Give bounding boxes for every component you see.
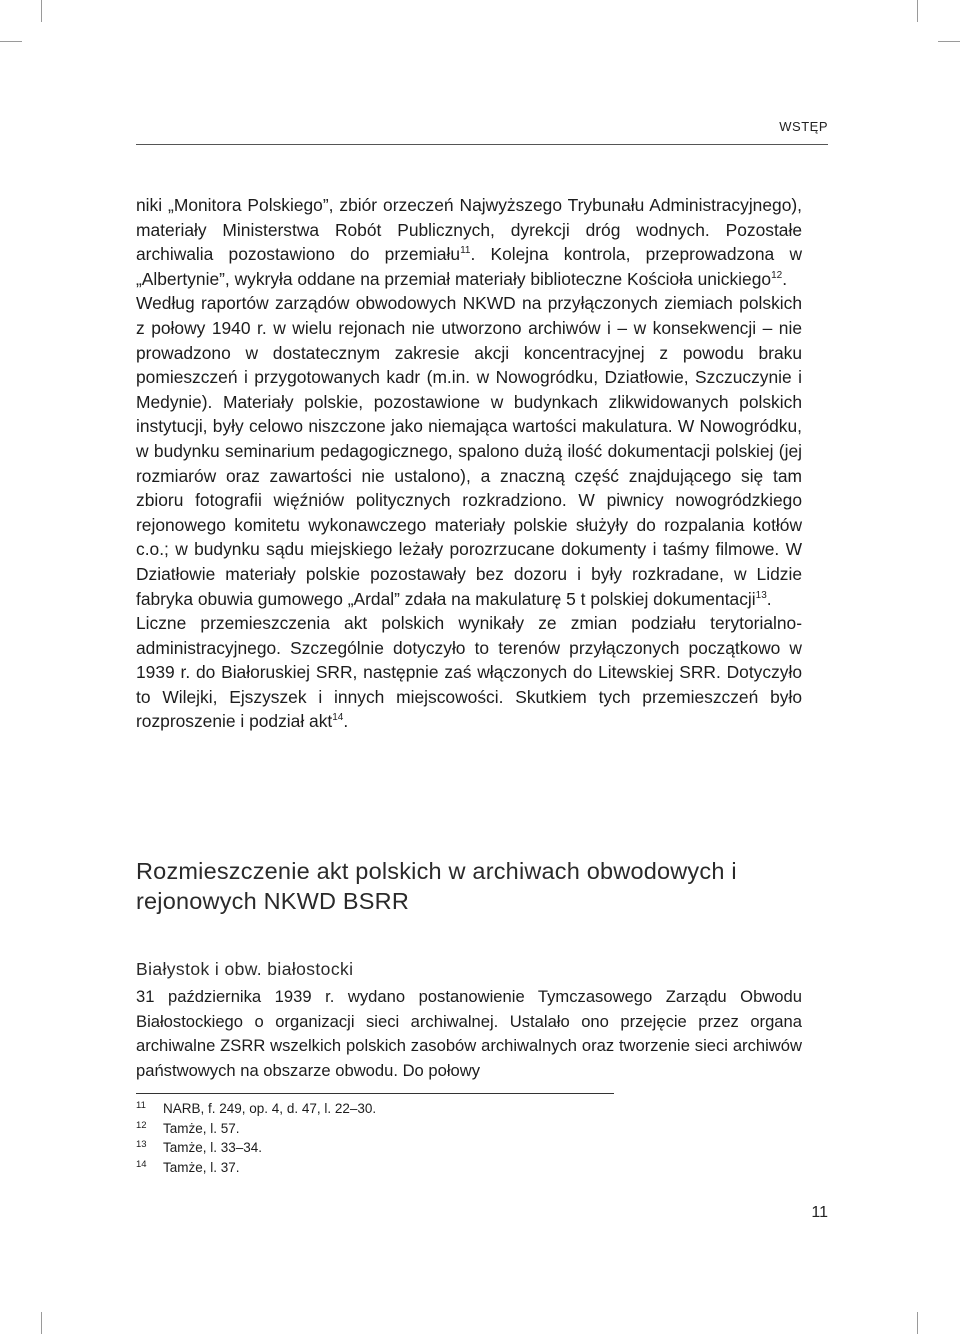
text-run: . xyxy=(343,711,349,732)
footnote-number: 11 xyxy=(136,1100,146,1111)
crop-mark xyxy=(938,41,960,42)
footnote-text: Tamże, l. 37. xyxy=(163,1159,240,1175)
text-run: . xyxy=(766,588,772,609)
footnote-number: 14 xyxy=(136,1158,147,1170)
body-text xyxy=(136,193,802,734)
footnote-number: 12 xyxy=(136,1119,147,1131)
header-rule xyxy=(136,144,828,145)
section-title: Rozmieszczenie akt polskich w archiwach obwodowych i rejonowych NKWD BSRR xyxy=(136,858,737,914)
footnotes xyxy=(136,1099,736,1177)
section-text: 31 października 1939 r. wydano postanowienie Tymczasowego Zarządu Obwodu Białostockiego o organizacji sieci archiwalnej. Ustalało ono przejęcie przez organa archiwalne ZSRR wszelkich polskich zasobów archiwalnych oraz tworzenie sieci archiwów państwowych na obszarze obwodu. Do połowy xyxy=(136,987,802,1080)
crop-mark xyxy=(917,1312,918,1334)
text-run: . xyxy=(782,268,788,289)
paragraph xyxy=(136,193,802,291)
paragraph xyxy=(136,611,802,734)
footnote xyxy=(136,1138,736,1158)
text-run: Według raportów zarządów obwodowych NKWD na przyłączonych ziemiach polskich z połowy 1940 r. w wielu rejonach nie utworzono archiwów i – w konsekwencji – nie prowadzono w dostatecznym zakresie akcji koncentracyjnej z powodu braku pomieszczeń i przygotowanych kadr (m.in. w Nowogródku, Dziatłowie, Szczuczynie i Medynie). Materiały polskie, pozostawione w budynkach zlikwidowanych polskich instytucji, były celowo niszczone jako niemająca wartości makulatura. W Nowogródku, w budynku seminarium pedagogicznego, spalono dużą ilość dokumentacji polskiej (jej rozmiarów oraz zawartości nie ustalono), a znaczną część znajdującego się tam zbioru fotografii więźniów politycznych rozkradziono. W piwnicy nowogródzkiego rejonowego komitetu wykonawczego materiały polskie służyły do rozpalania kotłów c.o.; w budynku sądu miejskiego leżały porozrzucane dokumenty i taśmy filmowe. W Dziatłowie materiały polskie pozostawały bez dozoru i były rozkradane, w Lidzie fabryka obuwia gumowego „Ardal” zdała na makulaturę 5 t polskiej dokumentacji xyxy=(136,293,802,609)
footnote-rule xyxy=(136,1093,614,1094)
footnote-text: Tamże, l. 57. xyxy=(163,1120,240,1136)
text-run: niki „Monitora Polskiego”, zbiór orzeczeń Najwyższego Trybunału Administracyjnego), materiały Ministerstwa Robót Publicznych, dyrekcji dróg wodnych. Pozostałe archiwalia pozostawiono do przemiału xyxy=(136,195,802,265)
footnote-ref: 13 xyxy=(755,589,767,601)
footnote-text: Tamże, l. 33–34. xyxy=(163,1140,263,1156)
crop-mark xyxy=(41,0,42,22)
footnote-ref: 11 xyxy=(460,245,471,257)
crop-mark xyxy=(41,1312,42,1334)
text-run: . Kolejna kontrola, przeprowadzona w „Albertynie”, wykryła oddane na przemiał materiały biblioteczne Kościoła unickiego xyxy=(136,244,802,289)
footnote-number: 13 xyxy=(136,1139,147,1151)
footnote-text: NARB, f. 249, op. 4, d. 47, l. 22–30. xyxy=(163,1101,377,1116)
footnote-ref: 12 xyxy=(771,269,783,281)
page-number: 11 xyxy=(811,1204,828,1221)
footnote xyxy=(136,1099,736,1119)
text-run: Liczne przemieszczenia akt polskich wynikały ze zmian podziału terytorialno-administracyjnego. Szczególnie dotyczyło to terenów przyłączonych początkowo w 1939 r. do Białoruskiej SRR, następnie zaś włączonych do Litewskiej SRR. Dotyczyło to Wilejki, Ejszyszek i innych miejscowości. Skutkiem tych przemieszczeń było rozproszenie i podział akt xyxy=(136,613,802,732)
crop-mark xyxy=(917,0,918,22)
footnote-ref: 14 xyxy=(332,712,344,724)
running-header: WSTĘP xyxy=(779,119,828,134)
subsection-title: Białystok i obw. białostocki xyxy=(136,959,354,979)
crop-mark xyxy=(0,41,22,42)
paragraph xyxy=(136,291,802,611)
footnote xyxy=(136,1119,736,1139)
footnote xyxy=(136,1158,736,1178)
